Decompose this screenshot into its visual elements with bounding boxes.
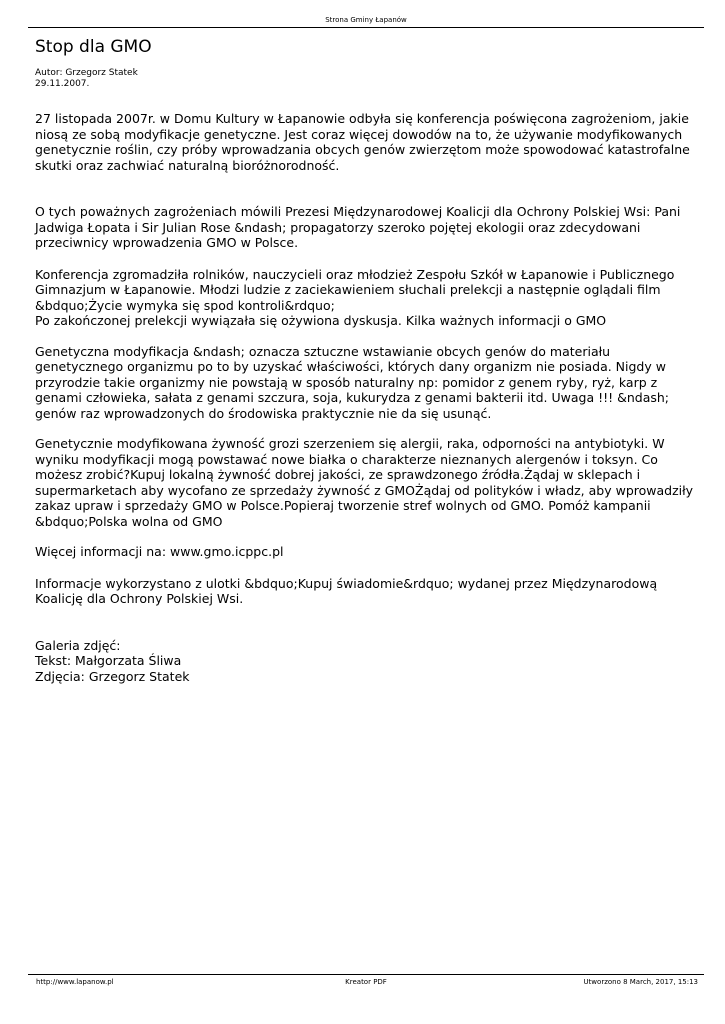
page-header-site-title: Strona Gminy Łapanów	[325, 16, 407, 24]
header-divider	[28, 27, 704, 28]
page-footer	[28, 977, 704, 987]
footer-url: http://www.lapanow.pl	[36, 978, 114, 986]
paragraph-more-info: Więcej informacji na: www.gmo.icppc.pl	[35, 544, 284, 559]
paragraph-definition: Genetyczna modyfikacja &ndash; oznacza sztuczne wstawianie obcych genów do materiału genetycznego organizmu po to by uzyskać właściwości, których dany organizm nie posiada. Nigdy w przyrodzie takie organizmy nie powstają w sposób naturalny np: pomidor z genem ryby, ryż, karp z genami człowieka, sałata z genami szczura, soja, kukurydza z genami bakterii itd. Uwaga !!! &ndash; genów raz wprowadzonych do środowiska praktycznie nie da się usunąć.	[35, 343, 670, 421]
paragraph-source: Informacje wykorzystano z ulotki &bdquo;Kupuj świadomie&rdquo; wydanej przez Międzynarodową Koalicję dla Ochrony Polskiej Wsi.	[35, 575, 658, 606]
footer-created-date: Utworzono 8 March, 2017, 15:13	[583, 978, 698, 986]
footer-divider	[28, 974, 704, 975]
paragraph-audience: Konferencja zgromadziła rolników, nauczycieli oraz młodzież Zespołu Szkół w Łapanowie i Publicznego Gimnazjum w Łapanowie. Młodzi ludzie z zaciekawieniem słuchali prelekcji a następnie oglądali film &bdquo;Życie wymyka się spod kontroli&rdquo; Po zakończonej prelekcji wywiązała się ożywiona dyskusja. Kilka ważnych informacji o GMO	[35, 266, 675, 328]
paragraph-speakers: O tych poważnych zagrożeniach mówili Prezesi Międzynarodowej Koalicji dla Ochrony Polskiej Wsi: Pani Jadwiga Łopata i Sir Julian Rose &ndash; propagatorzy szeroko pojętej ekologii oraz zdecydowani przeciwnicy wprowadzenia GMO w Polsce.	[35, 204, 681, 250]
article-title: Stop dla GMO	[35, 37, 152, 57]
article-body	[35, 111, 699, 684]
footer-generator: Kreator PDF	[345, 978, 387, 986]
paragraph-risks: Genetycznie modyfikowana żywność grozi szerzeniem się alergii, raka, odporności na antybiotyki. W wyniku modyfikacji mogą powstawać nowe białka o charakterze nieznanych alergenów i toksyn. Co możesz zrobić?Kupuj lokalną żywność dobrej jakości, ze sprawdzonego źródła.Żądaj w sklepach i supermarketach aby wycofano ze sprzedaży żywność z GMOŻądaj od polityków i władz, aby wprowadziły zakaz upraw i sprzedaży GMO w Polsce.Popieraj tworzenie stref wolnych od GMO. Pomóż kampanii &bdquo;Polska wolna od GMO	[35, 436, 694, 529]
article-date: 29.11.2007.	[35, 79, 90, 89]
paragraph-credits: Galeria zdjęć: Tekst: Małgorzata Śliwa Zdjęcia: Grzegorz Statek	[35, 637, 190, 684]
article-meta	[35, 68, 138, 90]
author-line: Autor: Grzegorz Statek	[35, 68, 138, 78]
paragraph-intro: 27 listopada 2007r. w Domu Kultury w Łapanowie odbyła się konferencja poświęcona zagrożeniom, jakie niosą ze sobą modyfikacje genetyczne. Jest coraz więcej dowodów na to, że używanie modyfikowanych genetycznie roślin, czy próby wprowadzania obcych genów zwierzętom może spowodować katastrofalne skutki oraz zachwiać naturalną bioróżnorodność.	[35, 111, 690, 173]
